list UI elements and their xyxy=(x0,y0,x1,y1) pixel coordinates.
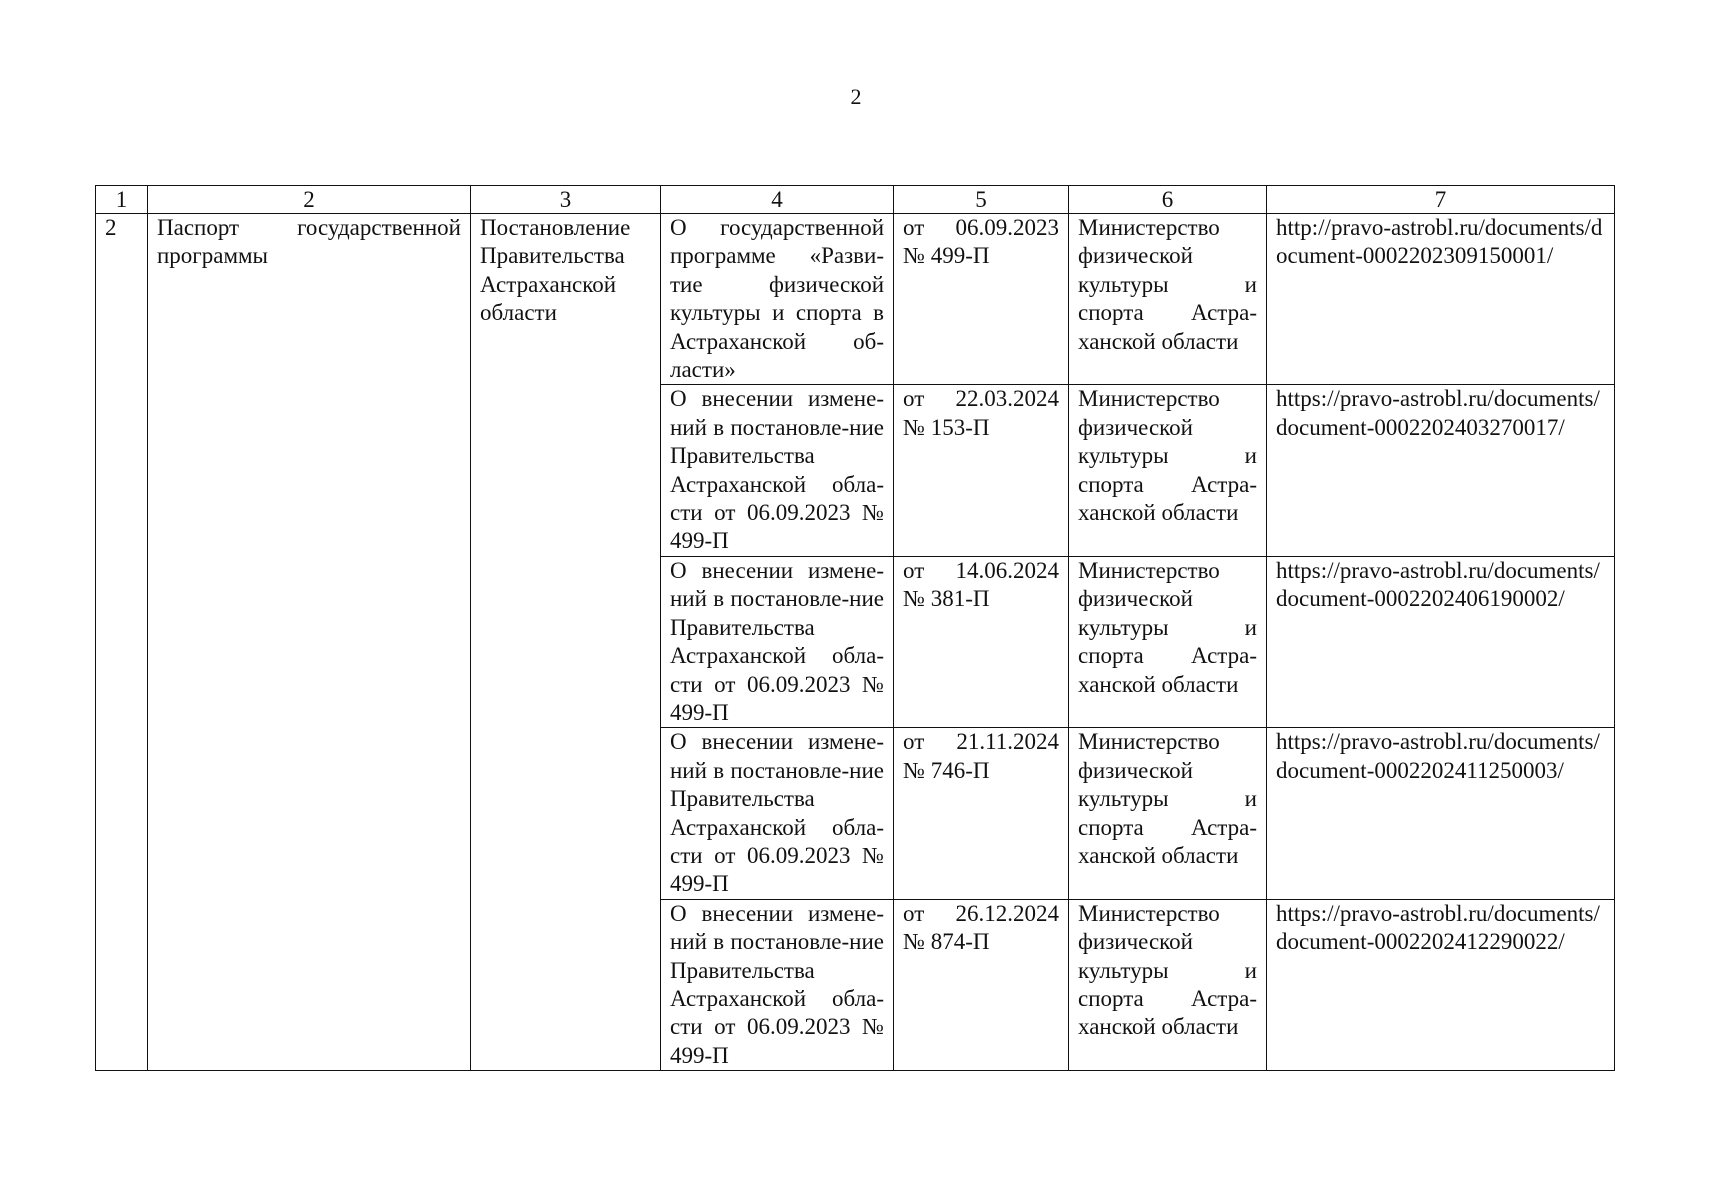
ministry-cell: Министерство физической культуры и спорта Астра-ханской области xyxy=(1069,899,1267,1070)
ministry-cell: Министерство физической культуры и спорта Астра-ханской области xyxy=(1069,728,1267,899)
date-number-cell: от 26.12.2024 № 874-П xyxy=(894,899,1069,1070)
url-cell: https://pravo-astrobl.ru/documents/document-0002202406190002/ xyxy=(1267,556,1615,727)
column-header: 1 xyxy=(96,186,148,214)
title-cell: О внесении измене-ний в постановле-ние Правительства Астраханской обла-сти от 06.09.2023 № 499-П xyxy=(661,728,894,899)
header-row xyxy=(96,186,1615,214)
page-number: 2 xyxy=(850,84,862,109)
column-header: 3 xyxy=(471,186,661,214)
url-cell: https://pravo-astrobl.ru/documents/document-0002202412290022/ xyxy=(1267,899,1615,1070)
title-cell: О внесении измене-ний в постановле-ние Правительства Астраханской обла-сти от 06.09.2023 № 499-П xyxy=(661,385,894,556)
url-cell: https://pravo-astrobl.ru/documents/document-0002202411250003/ xyxy=(1267,728,1615,899)
ministry-cell: Министерство физической культуры и спорта Астра-ханской области xyxy=(1069,385,1267,556)
column-header: 6 xyxy=(1069,186,1267,214)
column-header: 4 xyxy=(661,186,894,214)
date-number-cell: от 21.11.2024 № 746-П xyxy=(894,728,1069,899)
documents-table xyxy=(95,185,1615,1071)
ministry-cell: Министерство физической культуры и спорта Астра-ханской области xyxy=(1069,556,1267,727)
column-header: 2 xyxy=(148,186,471,214)
url-cell: https://pravo-astrobl.ru/documents/document-0002202403270017/ xyxy=(1267,385,1615,556)
title-cell: О внесении измене-ний в постановле-ние Правительства Астраханской обла-сти от 06.09.2023 № 499-П xyxy=(661,556,894,727)
column-header: 7 xyxy=(1267,186,1615,214)
row-number: 2 xyxy=(96,214,148,1071)
url-cell: http://pravo-astrobl.ru/documents/document-0002202309150001/ xyxy=(1267,214,1615,385)
table-row xyxy=(96,214,1615,385)
document-type-cell: Паспорт государственной программы xyxy=(148,214,471,1071)
ministry-cell: Министерство физической культуры и спорта Астра-ханской области xyxy=(1069,214,1267,385)
issuer-cell: Постановление Правительства Астраханской области xyxy=(471,214,661,1071)
title-cell: О внесении измене-ний в постановле-ние Правительства Астраханской обла-сти от 06.09.2023 № 499-П xyxy=(661,899,894,1070)
column-header: 5 xyxy=(894,186,1069,214)
title-cell: О государственной программе «Разви-тие физической культуры и спорта в Астраханской об-ласти» xyxy=(661,214,894,385)
date-number-cell: от 22.03.2024 № 153-П xyxy=(894,385,1069,556)
date-number-cell: от 06.09.2023 № 499-П xyxy=(894,214,1069,385)
date-number-cell: от 14.06.2024 № 381-П xyxy=(894,556,1069,727)
